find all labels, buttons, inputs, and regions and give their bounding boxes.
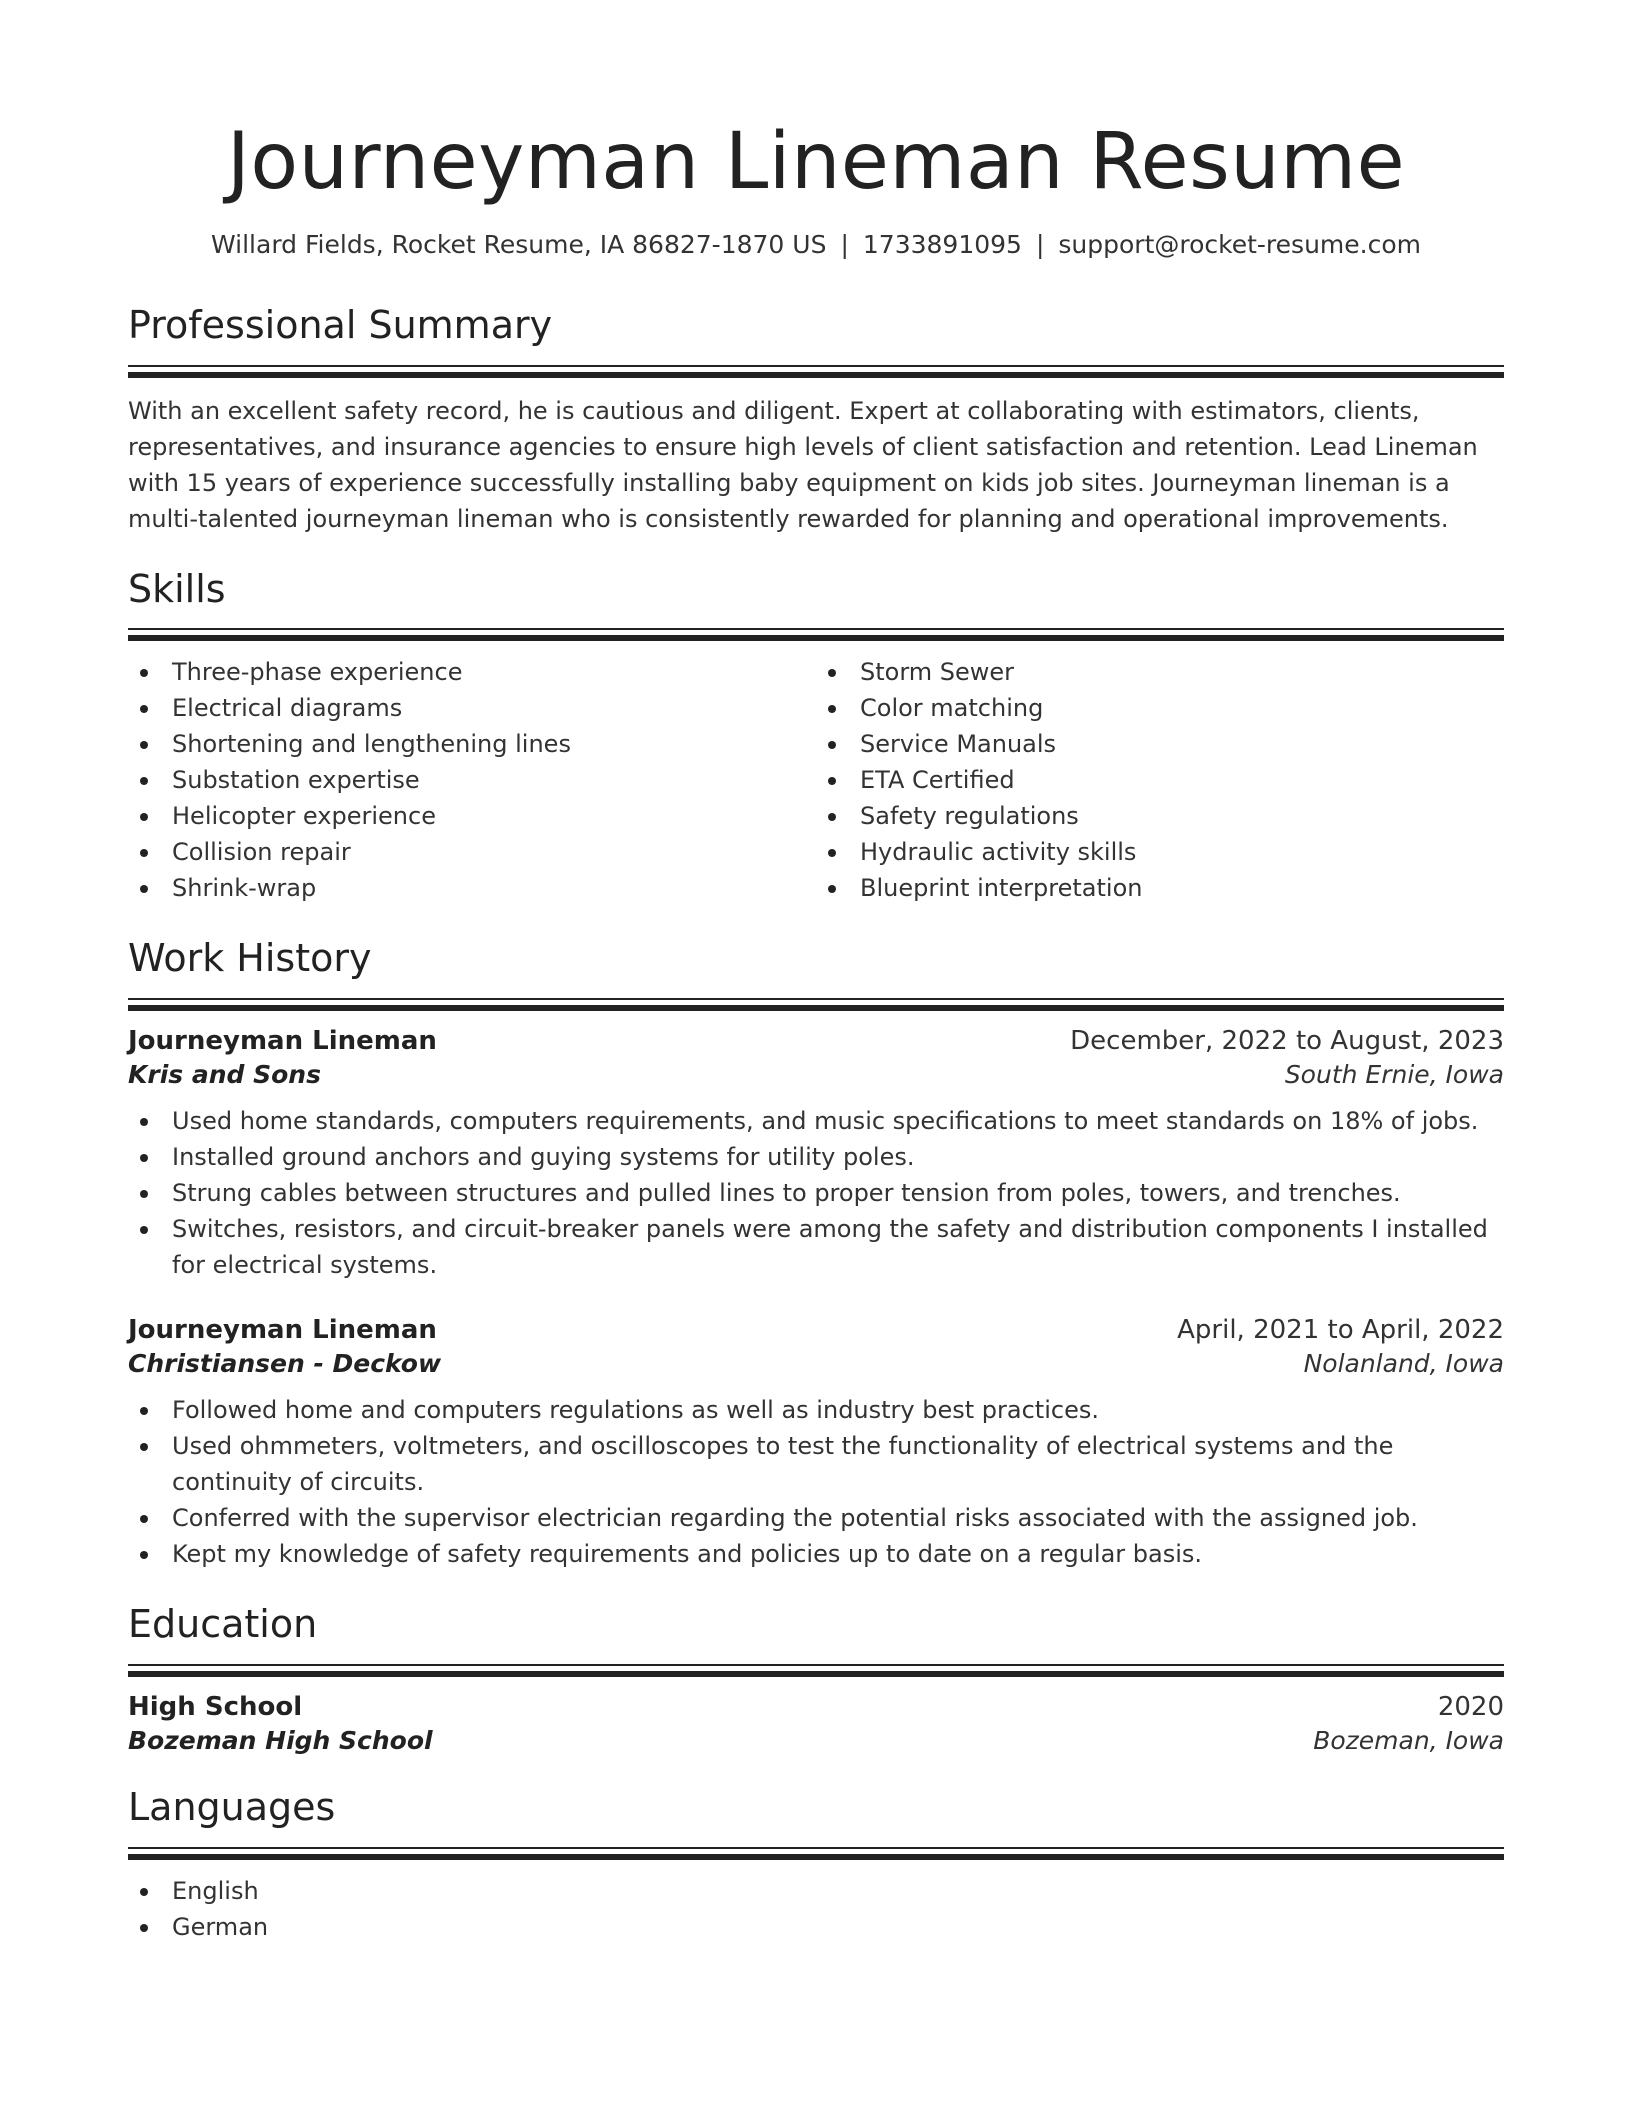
contact-address: Willard Fields, Rocket Resume, IA 86827-1870 US (211, 229, 827, 259)
education-year: 2020 (1437, 1691, 1504, 1722)
education-entry (128, 1692, 1504, 1755)
contact-phone: 1733891095 (862, 229, 1022, 259)
contact-email: support@rocket-resume.com (1058, 229, 1421, 259)
skill-item: Helicopter experience (128, 798, 816, 834)
job-entry (128, 1315, 1504, 1572)
work-heading: Work History (128, 936, 372, 981)
job-bullet: Strung cables between structures and pulled lines to proper tension from poles, towers, and trenches. (128, 1175, 1504, 1211)
job-subheader (128, 1349, 1504, 1378)
skill-item: Hydraulic activity skills (816, 834, 1504, 870)
job-bullets (128, 1103, 1504, 1283)
skills-section (128, 566, 1504, 907)
job-bullet: Used home standards, computers requirements, and music specifications to meet standards on 18% of jobs. (128, 1103, 1504, 1139)
skill-item: Substation expertise (128, 762, 816, 798)
resume-title: Journeyman Lineman Resume (226, 117, 1406, 207)
summary-section (128, 302, 1504, 537)
summary-heading: Professional Summary (128, 302, 553, 347)
skill-item: Blueprint interpretation (816, 870, 1504, 906)
job-company: Kris and Sons (128, 1060, 321, 1090)
skill-item: Shrink-wrap (128, 870, 816, 906)
job-bullet: Switches, resistors, and circuit-breaker panels were among the safety and distribution components I installed for electrical systems. (128, 1211, 1504, 1283)
education-header (128, 1692, 1504, 1722)
language-item: English (128, 1873, 1504, 1909)
education-heading: Education (128, 1602, 318, 1647)
job-location: South Ernie, Iowa (1284, 1060, 1504, 1090)
skills-list-right (816, 654, 1504, 906)
job-bullet: Kept my knowledge of safety requirements and policies up to date on a regular basis. (128, 1536, 1504, 1572)
skill-item: Service Manuals (816, 726, 1504, 762)
skill-item: Electrical diagrams (128, 690, 816, 726)
skill-item: ETA Certified (816, 762, 1504, 798)
job-subheader (128, 1060, 1504, 1089)
skills-list-left (128, 654, 816, 906)
education-section (128, 1604, 1504, 1755)
skill-item: Safety regulations (816, 798, 1504, 834)
section-divider (128, 365, 1504, 377)
contact-line (128, 230, 1504, 259)
education-school: Bozeman High School (128, 1725, 433, 1755)
contact-separator: | (840, 229, 849, 259)
job-location: Nolanland, Iowa (1303, 1349, 1504, 1379)
job-bullet: Used ohmmeters, voltmeters, and oscilloscopes to test the functionality of electrical systems and the continuity of circuits. (128, 1428, 1504, 1500)
job-header (128, 1026, 1504, 1056)
languages-list (128, 1873, 1504, 1945)
skill-item: Color matching (816, 690, 1504, 726)
summary-text: With an excellent safety record, he is cautious and diligent. Expert at collaborating with estimators, clients, representatives, and insurance agencies to ensure high levels of client satisfaction and retention. Lead Lineman with 15 years of experience successfully installing baby equipment on kids job sites. Journeyman lineman is a multi-talented journeyman lineman who is consistently rewarded for planning and operational improvements. (128, 396, 1478, 533)
languages-section (128, 1784, 1504, 1945)
education-degree: High School (128, 1691, 303, 1722)
job-dates: December, 2022 to August, 2023 (1070, 1026, 1504, 1057)
section-divider (128, 1664, 1504, 1676)
job-entry (128, 1026, 1504, 1283)
section-divider (128, 628, 1504, 640)
job-bullet: Followed home and computers regulations as well as industry best practices. (128, 1392, 1504, 1428)
job-company: Christiansen - Deckow (128, 1349, 442, 1379)
job-title: Journeyman Lineman (128, 1315, 437, 1346)
work-section (128, 938, 1504, 1572)
skills-heading: Skills (128, 566, 226, 611)
job-bullet: Conferred with the supervisor electrician regarding the potential risks associated with the assigned job. (128, 1500, 1504, 1536)
section-divider (128, 998, 1504, 1010)
skill-item: Storm Sewer (816, 654, 1504, 690)
skills-grid (128, 654, 1504, 906)
job-title: Journeyman Lineman (128, 1026, 437, 1057)
job-header (128, 1315, 1504, 1345)
job-bullets (128, 1392, 1504, 1572)
skill-item: Collision repair (128, 834, 816, 870)
section-divider (128, 1847, 1504, 1859)
skill-item: Three-phase experience (128, 654, 816, 690)
language-item: German (128, 1909, 1504, 1945)
skill-item: Shortening and lengthening lines (128, 726, 816, 762)
education-location: Bozeman, Iowa (1313, 1725, 1504, 1755)
job-dates: April, 2021 to April, 2022 (1177, 1315, 1504, 1346)
education-subheader (128, 1726, 1504, 1755)
languages-heading: Languages (128, 1784, 336, 1829)
job-bullet: Installed ground anchors and guying systems for utility poles. (128, 1139, 1504, 1175)
contact-separator: | (1035, 229, 1045, 259)
